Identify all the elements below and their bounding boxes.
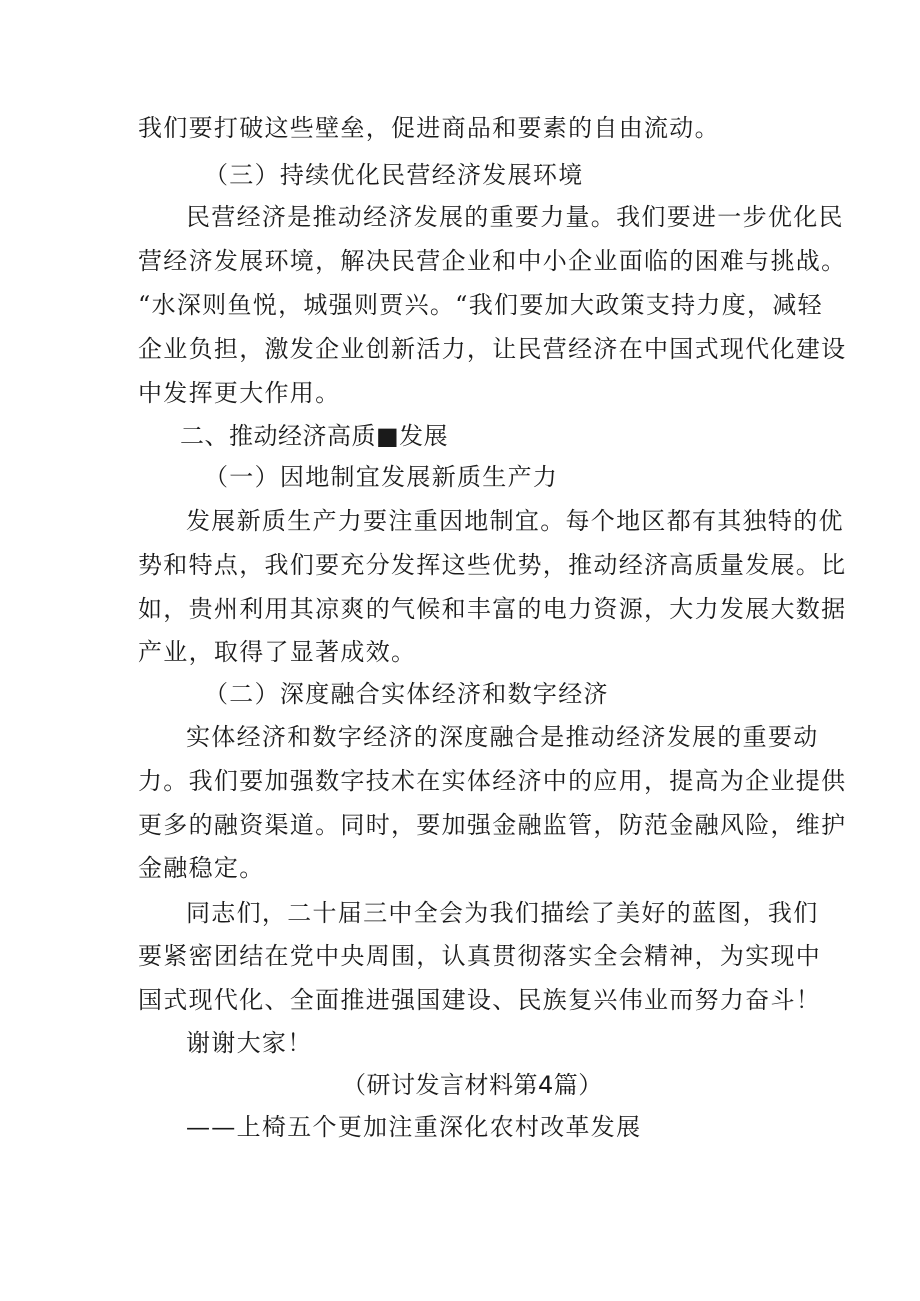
- paragraph-line: 中发挥更大作用。: [138, 379, 341, 407]
- paragraph-line: 我们要打破这些壁垒，促进商品和要素的自由流动。: [138, 114, 720, 142]
- paragraph-line: 力。我们要加强数字技术在实体经济中的应用，提高为企业提供: [138, 767, 847, 795]
- subheading-two-two: （二）深度融合实体经济和数字经济: [204, 680, 609, 708]
- paragraph-line: 发展新质生产力要注重因地制宜。每个地区都有其独特的优: [186, 507, 844, 535]
- paragraph-line: 企业负担，激发企业创新活力，让民营经济在中国式现代化建设: [138, 335, 847, 363]
- next-article-title: （研讨发言材料第4篇）: [342, 1071, 603, 1099]
- thanks-line: 谢谢大家！: [186, 1029, 313, 1057]
- next-article-subtitle: ——上椅五个更加注重深化农村改革发展: [186, 1113, 642, 1141]
- paragraph-line: “水深则鱼悦，城强则贾兴。“我们要加大政策支持力度，减轻: [138, 291, 823, 319]
- subheading-two-one: （一）因地制宜发展新质生产力: [204, 463, 559, 491]
- paragraph-line: 实体经济和数字经济的深度融合是推动经济发展的重要动: [186, 723, 819, 751]
- paragraph-line: 更多的融资渠道。同时，要加强金融监管，防范金融风险，维护: [138, 811, 847, 839]
- paragraph-line: 如，贵州利用其凉爽的气候和丰富的电力资源，大力发展大数据: [138, 595, 847, 623]
- paragraph-line: 同志们，二十届三中全会为我们描绘了美好的蓝图，我们: [186, 899, 819, 927]
- paragraph-line: 营经济发展环境，解决民营企业和中小企业面临的困难与挑战。: [138, 247, 847, 275]
- paragraph-line: 金融稳定。: [138, 854, 265, 882]
- paragraph-line: 势和特点，我们要充分发挥这些优势，推动经济高质量发展。比: [138, 551, 847, 579]
- paragraph-line: 要紧密团结在党中央周围，认真贯彻落实全会精神，为实现中: [138, 942, 822, 970]
- subheading-three: （三）持续优化民营经济发展环境: [204, 161, 584, 189]
- paragraph-line: 国式现代化、全面推进强国建设、民族复兴伟业而努力奋斗！: [138, 986, 822, 1014]
- paragraph-line: 产业，取得了显著成效。: [138, 638, 417, 666]
- section-heading-two: 二、推动经济高质■发展: [180, 422, 449, 450]
- paragraph-line: 民营经济是推动经济发展的重要力量。我们要进一步优化民: [186, 203, 844, 231]
